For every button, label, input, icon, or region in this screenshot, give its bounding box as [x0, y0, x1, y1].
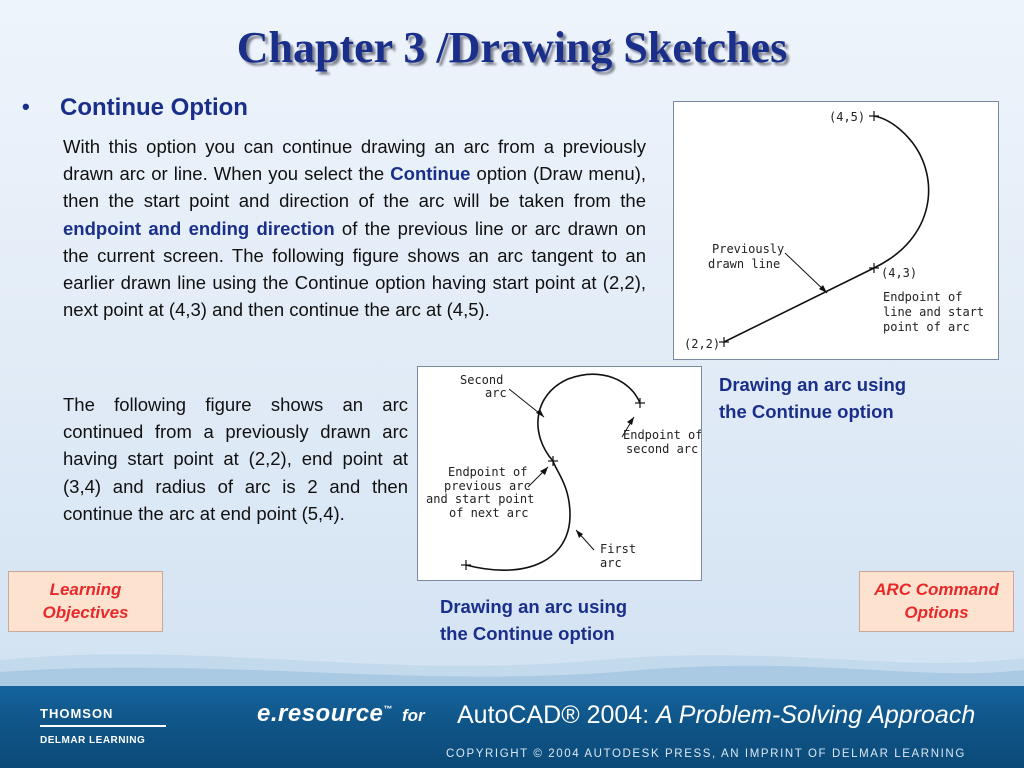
arc-command-options-button[interactable]	[859, 571, 1014, 632]
label-previously: Previously	[712, 242, 785, 256]
figure2-caption-line1: Drawing an arc using	[440, 596, 628, 617]
label-eop-2: previous arc	[444, 479, 531, 493]
figure1-line	[724, 268, 874, 342]
coord-label-43: (4,3)	[881, 266, 918, 280]
product-title	[457, 701, 975, 730]
figure2-caption-line2: the Continue option	[440, 623, 615, 644]
logo-line-2: DELMAR LEARNING	[40, 735, 146, 746]
label-eop-4: of next arc	[449, 506, 529, 520]
label-second: Second	[460, 373, 504, 387]
logo-line-1: THOMSON	[40, 706, 114, 721]
figure1-caption-line1: Drawing an arc using	[719, 374, 907, 395]
arc-command-options-label-2: Options	[904, 603, 969, 622]
label-second-arc: arc	[485, 386, 507, 400]
label-endpoint-3: point of arc	[883, 320, 970, 334]
para1-text-1: With this option you can continue drawing an arc from a previously drawn arc or line. When you select the	[63, 136, 646, 185]
label-eos-2: second arc	[626, 442, 699, 456]
label-endpoint-1: Endpoint of	[883, 290, 963, 304]
trademark-symbol: ™	[383, 704, 393, 714]
section-heading: Continue Option	[60, 94, 248, 121]
decorative-wave	[0, 630, 1024, 690]
paragraph-arc-continued: The following figure shows an arc continued from a previously drawn arc having start point at (2,2), end point at (3,4) and radius of arc is 2 and then continue the arc at end point (5,4).	[63, 394, 408, 524]
logo-divider	[40, 725, 166, 727]
eresource-brand	[257, 700, 393, 728]
figure-line-arc-drawing	[674, 102, 998, 359]
paragraph-continue-option	[63, 133, 646, 323]
para1-text-3: of the previous line or arc drawn on the current screen. The following figure shows an arc tangent to an earlier drawn line using the Continue option having start point at (2,2), next point at (4,3) and then continue the arc at (4,5).	[63, 217, 646, 321]
keyword-endpoint-direction: endpoint and ending direction	[63, 217, 335, 239]
figure1-arc	[874, 116, 929, 268]
figure1-caption-line2: the Continue option	[719, 401, 894, 422]
copyright-notice: COPYRIGHT © 2004 AUTODESK PRESS, AN IMPRINT OF DELMAR LEARNING	[446, 748, 966, 760]
label-first-arc: arc	[600, 556, 622, 570]
eresource-text: e.resource	[257, 700, 384, 727]
learning-objectives-button[interactable]	[8, 571, 163, 632]
learning-objectives-label-2: Objectives	[42, 603, 129, 622]
label-first: First	[600, 542, 637, 556]
coord-label-22: (2,2)	[684, 337, 721, 351]
thomson-delmar-logo	[40, 706, 145, 746]
arc-command-options-label-1: ARC Command	[874, 580, 999, 599]
label-drawn-line: drawn line	[708, 257, 781, 271]
label-eop-3: and start point	[426, 492, 535, 506]
coord-label-45: (4,5)	[829, 110, 866, 124]
bullet-marker: •	[22, 94, 30, 119]
learning-objectives-label-1: Learning	[49, 580, 122, 599]
figure-arc-arc	[417, 366, 702, 581]
keyword-continue: Continue	[390, 163, 471, 185]
figure2-second-arc	[538, 374, 640, 461]
label-endpoint-2: line and start	[883, 305, 985, 319]
slide-title: Chapter 3 /Drawing Sketches	[236, 23, 788, 72]
figure1-caption	[719, 371, 906, 425]
product-subtitle: A Problem-Solving Approach	[656, 701, 976, 729]
product-main: AutoCAD® 2004:	[457, 701, 657, 729]
para1-text-2: option (Draw menu), then the start point and direction of the arc will be taken from the	[63, 163, 646, 212]
label-eop-1: Endpoint of	[448, 465, 528, 479]
label-eos-1: Endpoint of	[623, 428, 701, 442]
figure-line-arc	[673, 101, 999, 360]
for-word: for	[402, 706, 425, 725]
figure-arc-arc-drawing	[418, 367, 701, 580]
